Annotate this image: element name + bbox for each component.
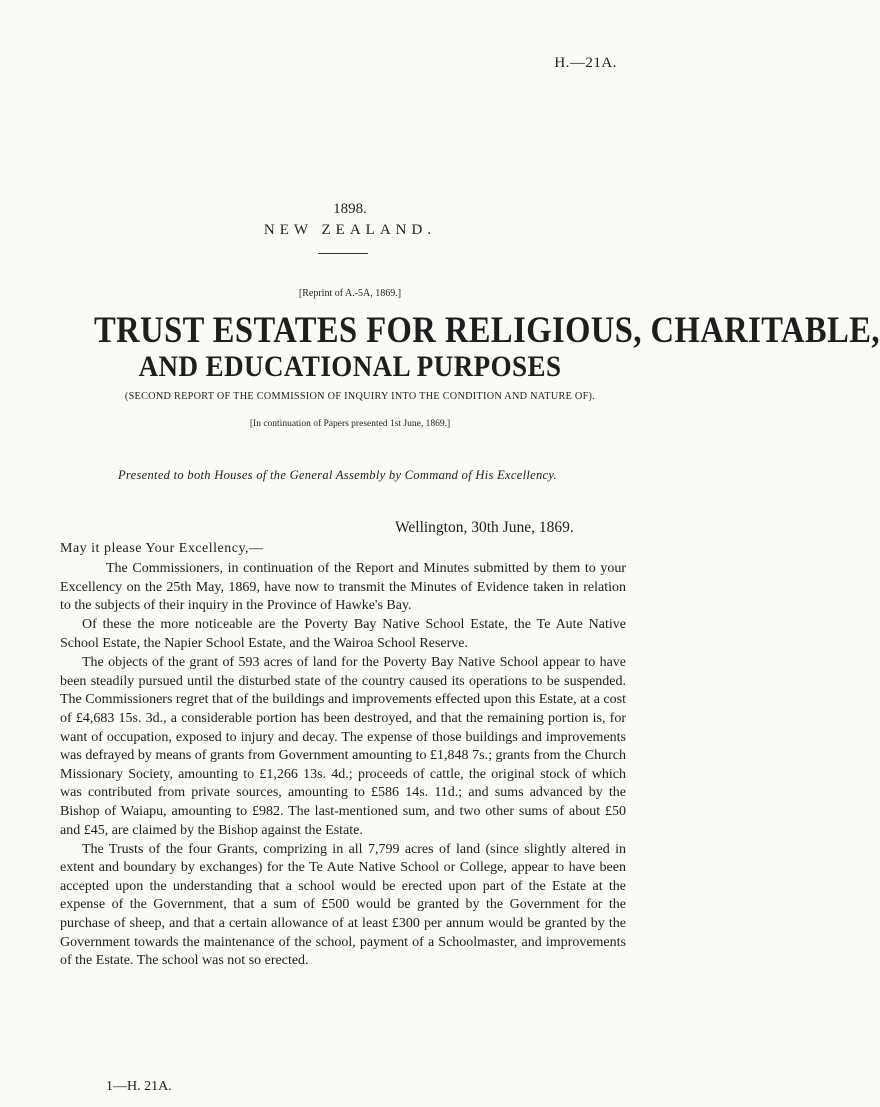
paragraph: The objects of the grant of 593 acres of land for the Poverty Bay Native School appear to have been steadily pursued until the disturbed state of the country caused its operations to be suspended. The Commissioners regret that of the buildings and improvements effected upon this Estate, at a cost of £4,683 15s. 3d., a considerable portion has been destroyed, and that the remaining portion is, for want of occupation, exposed to injury and decay. The expense of those buildings and improvements was defrayed by means of grants from Government amounting to £1,848 7s.; grants from the Church Missionary Society, amounting to £1,266 13s. 4d.; proceeds of cattle, the original stock of which was contributed from private sources, amounting to £586 14s. 11d.; and sums advanced by the Bishop of Waiapu, amounting to £982. The last-mentioned sum, and two other sums of about £50 and £45, are claimed by the Bishop against the Estate. xyxy=(60,655,626,838)
reprint-note: [Reprint of A.-5A, 1869.] xyxy=(298,288,402,299)
subtitle: (SECOND REPORT OF THE COMMISSION OF INQUIRY INTO THE CONDITION AND NATURE OF). xyxy=(124,391,596,402)
year: 1898. xyxy=(333,201,367,217)
continuation-note: [In continuation of Papers presented 1st June, 1869.] xyxy=(249,419,451,429)
country-heading: NEW ZEALAND. xyxy=(263,222,437,238)
page-reference: H.—21A. xyxy=(554,55,617,71)
title-line-1: TRUST ESTATES FOR RELIGIOUS, CHARITABLE, xyxy=(94,310,880,351)
heading-divider xyxy=(318,253,368,254)
signature-mark: 1—H. 21A. xyxy=(106,1079,172,1094)
paragraph: The Commissioners, in continuation of the Report and Minutes submitted by them to your Excellency on the 25th May, 1869, have now to transmit the Minutes of Evidence taken in relation to the subjects of their inquiry in the Province of Hawke's Bay. xyxy=(60,561,626,614)
paragraph: Of these the more noticeable are the Poverty Bay Native School Estate, the Te Aute Native School Estate, the Napier School Estate, and the Wairoa School Reserve. xyxy=(60,617,626,651)
salutation: May it please Your Excellency,— xyxy=(60,541,264,556)
paragraph: The Trusts of the four Grants, comprizing in all 7,799 acres of land (since slightly altered in extent and boundary by exchanges) for the Te Aute Native School or College, appear to have been accepted upon the understanding that a school would be erected upon part of the Estate at the expense of the Government, that a sum of £500 would be granted by the Government for the purchase of sheep, and that a certain allowance of at least £300 per annum would be granted by the Government towards the maintenance of the school, payment of a Schoolmaster, and improvements of the Estate. The school was not so erected. xyxy=(60,841,626,969)
title-line-2: AND EDUCATIONAL PURPOSES xyxy=(138,350,562,383)
letter-body xyxy=(60,560,626,971)
dateline: Wellington, 30th June, 1869. xyxy=(395,519,574,536)
presented-note: Presented to both Houses of the General Assembly by Command of His Excellency. xyxy=(118,468,557,482)
